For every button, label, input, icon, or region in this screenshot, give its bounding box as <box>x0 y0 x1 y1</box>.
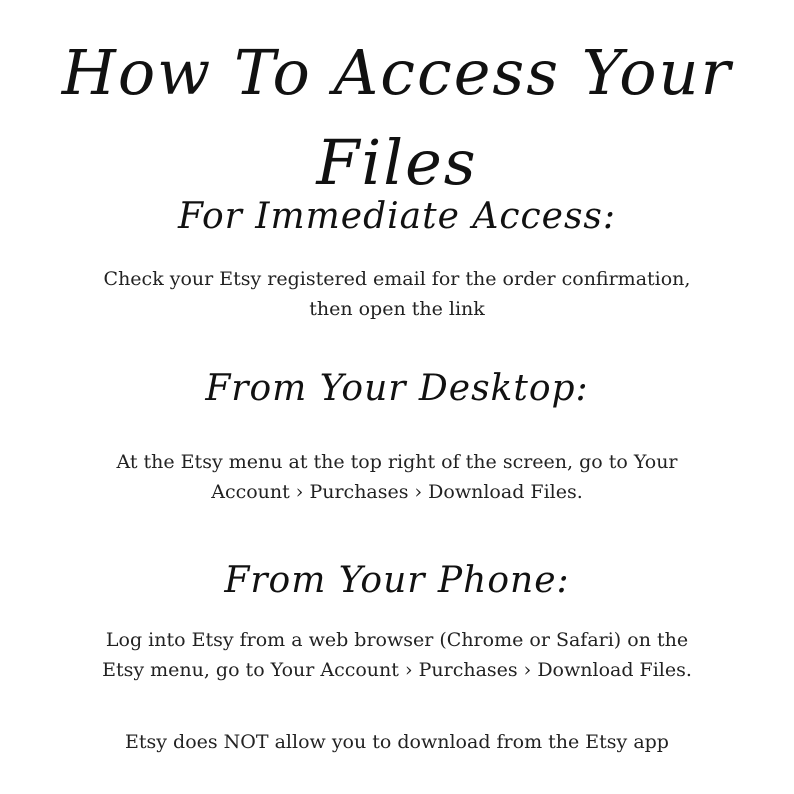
text-line: Etsy does NOT allow you to download from the Etsy app <box>125 731 669 753</box>
text-line: Log into Etsy from a web browser (Chrome or Safari) on the <box>105 629 689 651</box>
page-title: How To Access Your Files <box>61 36 733 199</box>
section-text-phone <box>40 625 754 685</box>
text-line: At the Etsy menu at the top right of the screen, go to Your <box>116 451 678 473</box>
section-text-desktop <box>40 447 754 507</box>
footer-note <box>40 727 754 757</box>
section-text-immediate-access <box>40 264 754 324</box>
text-line: Account › Purchases › Download Files. <box>211 481 583 503</box>
text-line: then open the link <box>309 298 485 320</box>
text-line: Etsy menu, go to Your Account › Purchases › Download Files. <box>102 659 692 681</box>
section-heading-immediate-access: For Immediate Access: <box>177 196 617 237</box>
section-heading-desktop: From Your Desktop: <box>205 368 589 409</box>
section-heading-phone: From Your Phone: <box>224 560 570 601</box>
text-line: Check your Etsy registered email for the order confirmation, <box>103 268 691 290</box>
